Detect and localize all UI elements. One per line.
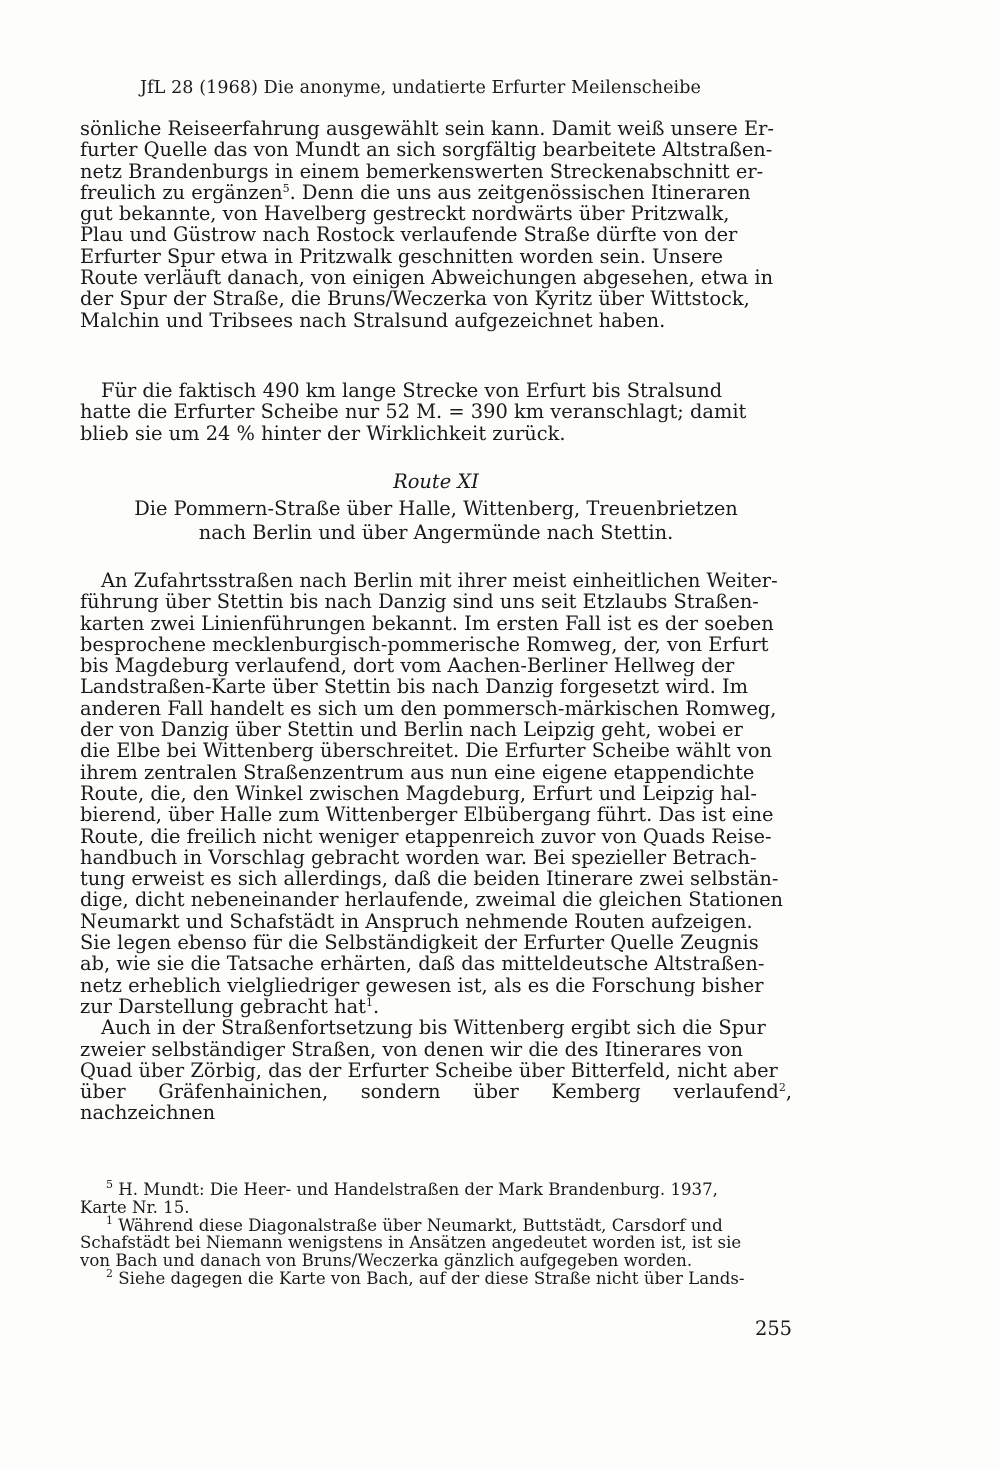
text-line: besprochene mecklenburgisch-pommerische Romweg, der, von Erfurt bbox=[80, 632, 769, 656]
text-line: Route, die, den Winkel zwischen Magdeburg, Erfurt und Leipzig hal- bbox=[80, 781, 757, 805]
text-fragment: . Denn die uns aus zeitgenössischen Itineraren bbox=[289, 180, 751, 204]
paragraph-main bbox=[80, 570, 792, 1124]
subheading-line: Die Pommern-Straße über Halle, Wittenberg, Treuenbrietzen bbox=[134, 497, 738, 520]
text-line: der von Danzig über Stettin und Berlin nach Leipzig geht, wobei er bbox=[80, 718, 743, 742]
footnote-text: Schafstädt bei Niemann wenigstens in Ansätzen angedeutet worden ist, ist sie bbox=[80, 1233, 742, 1253]
footnote-mark: 1 bbox=[106, 1213, 113, 1227]
text-line: sönliche Reiseerfahrung ausgewählt sein kann. Damit weiß unsere Er- bbox=[80, 117, 774, 140]
text-line: ihrem zentralen Straßenzentrum aus nun eine eigene etappendichte bbox=[80, 760, 755, 784]
text-line: karten zwei Linienführungen bekannt. Im ersten Fall ist es der soeben bbox=[80, 611, 774, 635]
text-line: Malchin und Tribsees nach Stralsund aufgezeichnet haben. bbox=[80, 308, 666, 332]
subheading-line: nach Berlin und über Angermünde nach Stettin. bbox=[198, 520, 674, 544]
paragraph-distance bbox=[80, 380, 792, 444]
text-line: Erfurter Spur etwa in Pritzwalk geschnitten worden sein. Unsere bbox=[80, 244, 724, 268]
text-line: bis Magdeburg verlaufend, dort vom Aachen-Berliner Hellweg der bbox=[80, 654, 735, 678]
footnote-text: Während diese Diagonalstraße über Neumarkt, Buttstädt, Carsdorf und bbox=[118, 1215, 723, 1235]
text-line: Route, die freilich nicht weniger etappenreich zuvor von Quads Reise- bbox=[80, 824, 772, 848]
footnote-ref-2: 2 bbox=[778, 1081, 786, 1095]
running-head: JfL 28 (1968) Die anonyme, undatierte Erfurter Meilenscheibe bbox=[140, 78, 701, 98]
footnote-mark: 2 bbox=[106, 1266, 113, 1280]
text-line: furter Quelle das von Mundt an sich sorgfältig bearbeitete Altstraßen- bbox=[80, 138, 773, 162]
text-line bbox=[80, 182, 792, 203]
text-line: An Zufahrtsstraßen nach Berlin mit ihrer meist einheitlichen Weiter- bbox=[101, 569, 778, 592]
text-line: netz erheblich vielgliedriger gewesen ist, als es die Forschung bisher bbox=[80, 973, 764, 997]
paragraph-continuation bbox=[80, 118, 792, 331]
text-line: zweier selbständiger Straßen, von denen wir die des Itinerares von bbox=[80, 1037, 744, 1061]
text-fragment: , nachzeichnen bbox=[80, 1080, 792, 1125]
text-line: tung erweist es sich allerdings, daß die beiden Itinerare zwei selbstän- bbox=[80, 867, 779, 891]
route-heading: Route XI bbox=[393, 470, 479, 493]
text-line: gut bekannte, von Havelberg gestreckt nordwärts über Pritzwalk, bbox=[80, 202, 730, 226]
text-fragment: . bbox=[372, 994, 380, 1018]
footnote-1 bbox=[80, 1213, 792, 1271]
text-line: ab, wie sie die Tatsache erhärten, daß das mitteldeutsche Altstraßen- bbox=[80, 952, 765, 976]
text-line: handbuch in Vorschlag gebracht worden war. Bei spezieller Betrach- bbox=[80, 845, 757, 869]
footnote-5 bbox=[80, 1178, 792, 1217]
footnote-text: H. Mundt: Die Heer- und Handelstraßen der Mark Brandenburg. 1937, bbox=[118, 1180, 718, 1199]
text-line: blieb sie um 24 % hinter der Wirklichkeit zurück. bbox=[80, 421, 566, 445]
footnote-2 bbox=[80, 1266, 792, 1288]
footnote-ref-1: 1 bbox=[365, 995, 373, 1009]
text-line: anderen Fall handelt es sich um den pommersch-märkischen Romweg, bbox=[80, 696, 777, 720]
footnote-ref-5: 5 bbox=[282, 181, 290, 195]
text-line: Für die faktisch 490 km lange Strecke von Erfurt bis Stralsund bbox=[101, 379, 723, 402]
text-line: Sie legen ebenso für die Selbständigkeit der Erfurter Quelle Zeugnis bbox=[80, 931, 759, 955]
paragraph-continuation-road bbox=[80, 1017, 792, 1123]
footnotes bbox=[80, 1178, 792, 1288]
text-line: Route verläuft danach, von einigen Abweichungen abgesehen, etwa in bbox=[80, 266, 774, 290]
page-number: 255 bbox=[754, 1317, 792, 1340]
text-line: hatte die Erfurter Scheibe nur 52 M. = 390 km veranschlagt; damit bbox=[80, 400, 747, 424]
text-line: der Spur der Straße, die Bruns/Weczerka von Kyritz über Wittstock, bbox=[80, 287, 750, 311]
text-line: Auch in der Straßenfortsetzung bis Wittenberg ergibt sich die Spur bbox=[101, 1016, 766, 1040]
footnote-text: Karte Nr. 15. bbox=[80, 1197, 190, 1217]
text-line: bierend, über Halle zum Wittenberger Elbübergang führt. Das ist eine bbox=[80, 803, 774, 827]
footnote-mark: 5 bbox=[106, 1178, 113, 1191]
text-line: Plau und Güstrow nach Rostock verlaufende Straße dürfte von der bbox=[80, 223, 738, 247]
text-line: Quad über Zörbig, das der Erfurter Scheibe über Bitterfeld, nicht aber bbox=[80, 1058, 778, 1082]
text-fragment: zur Darstellung gebracht hat bbox=[80, 994, 366, 1018]
text-line bbox=[80, 1081, 792, 1124]
text-line: netz Brandenburgs in einem bemerkenswerten Streckenabschnitt er- bbox=[80, 159, 764, 183]
text-line: Neumarkt und Schafstädt in Anspruch nehmende Routen aufzeigen. bbox=[80, 909, 753, 933]
text-fragment: über Gräfenhainichen, sondern über Kemberg verlaufend bbox=[80, 1080, 779, 1104]
text-line: Landstraßen-Karte über Stettin bis nach Danzig forgesetzt wird. Im bbox=[80, 675, 749, 699]
text-line bbox=[80, 996, 792, 1017]
footnote-text: Siehe dagegen die Karte von Bach, auf der diese Straße nicht über Lands- bbox=[118, 1268, 745, 1288]
route-subheading bbox=[80, 497, 792, 544]
text-line: die Elbe bei Wittenberg überschreitet. Die Erfurter Scheibe wählt von bbox=[80, 739, 772, 763]
footnote-text: von Bach und danach von Bruns/Weczerka gänzlich aufgegeben worden. bbox=[80, 1251, 693, 1271]
text-line: führung über Stettin bis nach Danzig sind uns seit Etzlaubs Straßen- bbox=[80, 590, 759, 614]
text-fragment: freulich zu ergänzen bbox=[80, 180, 283, 204]
text-line: dige, dicht nebeneinander herlaufende, zweimal die gleichen Stationen bbox=[80, 888, 784, 912]
